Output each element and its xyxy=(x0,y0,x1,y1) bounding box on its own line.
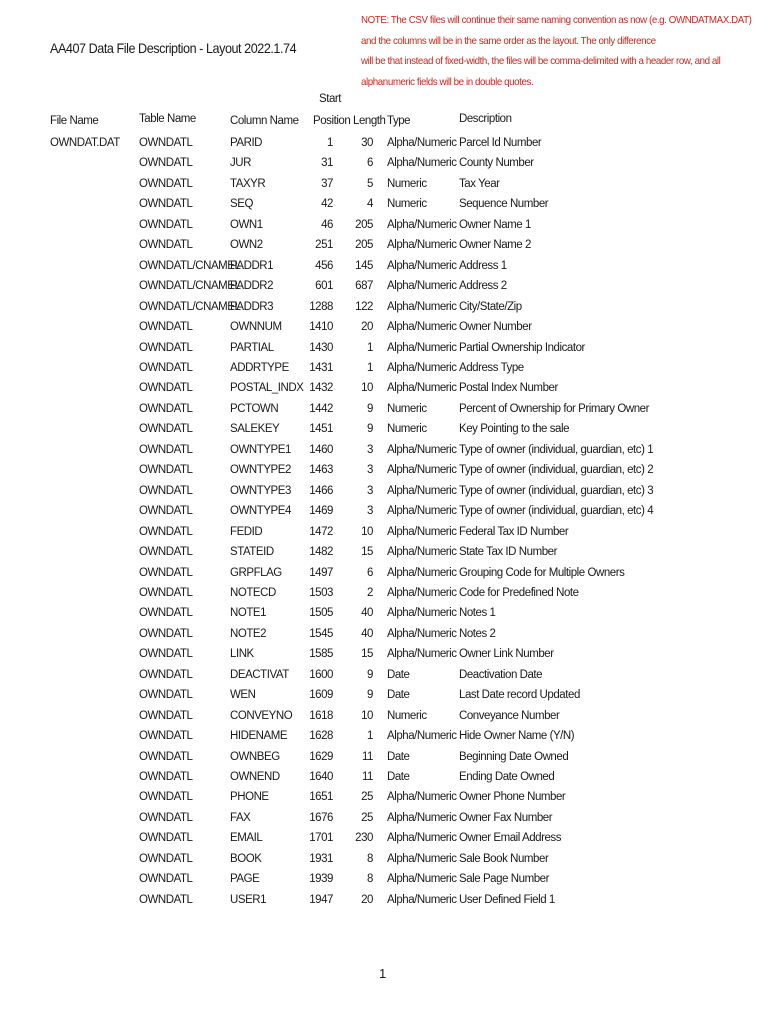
column-name-cell: PARTIAL xyxy=(230,341,274,354)
table-name-cell: OWNDATL xyxy=(139,607,193,620)
type-cell: Alpha/Numeric xyxy=(387,832,457,845)
start-position-cell: 1482 xyxy=(309,546,333,558)
start-position-cell: 1618 xyxy=(309,709,333,722)
length-cell: 3 xyxy=(367,484,373,497)
start-position-cell: 46 xyxy=(321,218,333,231)
start-position-cell: 1451 xyxy=(309,423,333,436)
description-cell: Notes 2 xyxy=(459,627,496,640)
length-cell: 1 xyxy=(367,341,373,354)
description-cell: Owner Link Number xyxy=(459,648,554,661)
type-cell: Alpha/Numeric xyxy=(387,791,457,804)
description-cell: Owner Number xyxy=(459,321,532,333)
description-cell: Postal Index Number xyxy=(459,382,558,395)
column-name-cell: PARID xyxy=(230,137,263,149)
column-name-cell: ADDRTYPE xyxy=(230,361,289,374)
column-name-cell: PAGE xyxy=(230,873,260,886)
type-cell: Alpha/Numeric xyxy=(387,505,457,518)
table-name-cell: OWNDATL xyxy=(139,893,193,906)
description-cell: Conveyance Number xyxy=(459,709,560,722)
start-position-cell: 1466 xyxy=(309,484,333,497)
length-cell: 145 xyxy=(355,259,373,272)
start-position-cell: 1505 xyxy=(309,607,333,620)
table-name-cell: OWNDATL xyxy=(139,198,193,211)
column-name-cell: OWNTYPE4 xyxy=(230,505,291,518)
description-cell: Notes 1 xyxy=(459,607,496,620)
type-cell: Alpha/Numeric xyxy=(387,321,457,333)
length-cell: 9 xyxy=(367,423,373,436)
description-cell: Partial Ownership Indicator xyxy=(459,341,585,354)
header-length: Length xyxy=(353,115,386,127)
description-cell: City/State/Zip xyxy=(459,300,522,313)
csv-note xyxy=(361,10,752,92)
column-name-cell: SEQ xyxy=(230,198,253,211)
table-name-cell: OWNDATL xyxy=(139,525,193,538)
start-position-cell: 1931 xyxy=(309,852,333,865)
description-cell: State Tax ID Number xyxy=(459,546,557,558)
type-cell: Numeric xyxy=(387,402,427,415)
start-position-cell: 1288 xyxy=(309,300,333,313)
start-position-cell: 31 xyxy=(321,157,333,170)
description-cell: Address 1 xyxy=(459,259,507,272)
column-name-cell: LINK xyxy=(230,648,254,661)
header-file-name: File Name xyxy=(50,115,99,127)
start-position-cell: 601 xyxy=(315,280,333,293)
length-cell: 15 xyxy=(361,648,373,661)
type-cell: Alpha/Numeric xyxy=(387,280,457,293)
type-cell: Alpha/Numeric xyxy=(387,443,457,456)
description-cell: Sale Page Number xyxy=(459,873,549,886)
table-name-cell: OWNDATL xyxy=(139,709,193,722)
description-cell: County Number xyxy=(459,157,534,170)
type-cell: Alpha/Numeric xyxy=(387,893,457,906)
start-position-cell: 37 xyxy=(321,177,333,190)
length-cell: 40 xyxy=(361,627,373,640)
start-position-cell: 1628 xyxy=(309,730,333,742)
column-name-cell: OWNTYPE1 xyxy=(230,443,291,456)
start-position-cell: 1947 xyxy=(309,893,333,906)
length-cell: 40 xyxy=(361,607,373,620)
table-name-cell: OWNDATL/CNAMEL xyxy=(139,259,241,272)
description-cell: Owner Phone Number xyxy=(459,791,566,804)
header-type: Type xyxy=(387,115,411,127)
length-cell: 5 xyxy=(367,177,373,190)
length-cell: 205 xyxy=(355,218,373,231)
description-cell: User Defined Field 1 xyxy=(459,893,555,906)
type-cell: Alpha/Numeric xyxy=(387,627,457,640)
column-name-cell: SALEKEY xyxy=(230,423,280,436)
table-name-cell: OWNDATL xyxy=(139,546,193,558)
column-name-cell: TAXYR xyxy=(230,177,266,190)
table-name-cell: OWNDATL xyxy=(139,811,193,824)
start-position-cell: 1 xyxy=(327,137,333,149)
table-name-cell: OWNDATL xyxy=(139,402,193,415)
column-name-cell: PADDR1 xyxy=(230,259,274,272)
start-position-cell: 1629 xyxy=(309,750,333,763)
start-position-cell: 1410 xyxy=(309,321,333,333)
length-cell: 10 xyxy=(361,525,373,538)
start-position-cell: 1640 xyxy=(309,770,333,783)
note-line: will be that instead of fixed-width, the files will be comma-delimited with a header row, and all xyxy=(361,55,721,67)
length-cell: 1 xyxy=(367,730,373,742)
column-name-cell: STATEID xyxy=(230,546,274,558)
table-name-cell: OWNDATL xyxy=(139,341,193,354)
table-name-cell: OWNDATL xyxy=(139,791,193,804)
table-name-cell: OWNDATL/CNAMEL xyxy=(139,280,241,293)
table-name-cell: OWNDATL xyxy=(139,218,193,231)
table-name-cell: OWNDATL/CNAMEL xyxy=(139,300,241,313)
start-position-cell: 1469 xyxy=(309,505,333,518)
length-cell: 4 xyxy=(367,198,373,211)
table-name-cell: OWNDATL xyxy=(139,770,193,783)
column-name-cell: FAX xyxy=(230,811,251,824)
note-line: and the columns will be in the same order as the layout. The only difference xyxy=(361,34,656,47)
type-cell: Alpha/Numeric xyxy=(387,607,457,620)
type-cell: Numeric xyxy=(387,709,427,722)
header-start: Start xyxy=(319,93,342,105)
table-name-cell: OWNDATL xyxy=(139,750,193,763)
type-cell: Alpha/Numeric xyxy=(387,157,457,170)
column-name-cell: NOTECD xyxy=(230,586,276,599)
column-name-cell: OWNBEG xyxy=(230,750,280,763)
table-name-cell: OWNDATL xyxy=(139,505,193,518)
length-cell: 11 xyxy=(361,770,373,783)
description-cell: Owner Name 1 xyxy=(459,218,531,231)
description-cell: Key Pointing to the sale xyxy=(459,423,570,436)
column-name-cell: EMAIL xyxy=(230,832,263,845)
start-position-cell: 1497 xyxy=(309,566,333,579)
table-name-cell: OWNDATL xyxy=(139,484,193,497)
length-cell: 1 xyxy=(367,361,373,374)
type-cell: Alpha/Numeric xyxy=(387,586,457,599)
type-cell: Alpha/Numeric xyxy=(387,239,457,252)
description-cell: Ending Date Owned xyxy=(459,770,555,783)
column-name-cell: OWN1 xyxy=(230,218,263,231)
table-name-cell: OWNDATL xyxy=(139,361,193,374)
description-cell: Code for Predefined Note xyxy=(459,586,579,599)
description-cell: Type of owner (individual, guardian, etc) 4 xyxy=(459,505,654,518)
type-cell: Alpha/Numeric xyxy=(387,137,457,149)
length-cell: 20 xyxy=(361,893,373,906)
table-name-cell: OWNDATL xyxy=(139,464,193,477)
start-position-cell: 1503 xyxy=(309,586,333,599)
length-cell: 10 xyxy=(361,382,373,395)
column-name-cell: OWNTYPE3 xyxy=(230,484,291,497)
length-cell: 9 xyxy=(367,668,373,681)
column-name-cell: JUR xyxy=(230,157,252,170)
type-cell: Alpha/Numeric xyxy=(387,852,457,865)
table-name-cell: OWNDATL xyxy=(139,423,193,436)
start-position-cell: 1442 xyxy=(309,402,333,415)
description-cell: Owner Email Address xyxy=(459,832,562,845)
length-cell: 25 xyxy=(361,811,373,824)
table-name-cell: OWNDATL xyxy=(139,627,193,640)
start-position-cell: 1472 xyxy=(309,525,333,538)
description-cell: Percent of Ownership for Primary Owner xyxy=(459,402,649,415)
type-cell: Date xyxy=(387,689,410,702)
type-cell: Alpha/Numeric xyxy=(387,218,457,231)
description-cell: Deactivation Date xyxy=(459,668,543,681)
type-cell: Alpha/Numeric xyxy=(387,259,457,272)
type-cell: Alpha/Numeric xyxy=(387,546,457,558)
start-position-cell: 1676 xyxy=(309,811,333,824)
column-name-cell: GRPFLAG xyxy=(230,566,282,579)
type-cell: Numeric xyxy=(387,198,427,211)
table-name-cell: OWNDATL xyxy=(139,852,193,865)
start-position-cell: 1463 xyxy=(309,464,333,477)
column-name-cell: DEACTIVAT xyxy=(230,668,289,681)
type-cell: Alpha/Numeric xyxy=(387,873,457,886)
length-cell: 8 xyxy=(367,852,373,865)
note-line: NOTE: The CSV files will continue their same naming convention as now (e.g. OWNDATMAX.DAT) xyxy=(361,14,752,26)
length-cell: 3 xyxy=(367,443,373,456)
column-name-cell: NOTE2 xyxy=(230,627,267,640)
column-name-cell: OWNNUM xyxy=(230,321,282,333)
description-cell: Grouping Code for Multiple Owners xyxy=(459,566,625,579)
column-name-cell: POSTAL_INDX xyxy=(230,382,304,395)
table-name-cell: OWNDATL xyxy=(139,689,193,702)
start-position-cell: 1460 xyxy=(309,443,333,456)
start-position-cell: 1939 xyxy=(309,873,333,886)
column-name-cell: PADDR2 xyxy=(230,280,274,293)
start-position-cell: 1609 xyxy=(309,689,333,702)
type-cell: Alpha/Numeric xyxy=(387,484,457,497)
file-name-cell: OWNDAT.DAT xyxy=(50,137,120,149)
column-name-cell: OWNEND xyxy=(230,770,280,783)
start-position-cell: 1600 xyxy=(309,668,333,681)
type-cell: Alpha/Numeric xyxy=(387,382,457,395)
description-cell: Federal Tax ID Number xyxy=(459,525,569,538)
length-cell: 11 xyxy=(361,750,373,763)
column-name-cell: PADDR3 xyxy=(230,300,274,313)
table-name-cell: OWNDATL xyxy=(139,382,193,395)
length-cell: 3 xyxy=(367,464,373,477)
description-cell: Sale Book Number xyxy=(459,852,549,865)
column-name-cell: OWNTYPE2 xyxy=(230,464,291,477)
length-cell: 2 xyxy=(367,586,373,599)
document-title: AA407 Data File Description - Layout 2022.1.74 xyxy=(50,40,297,56)
length-cell: 3 xyxy=(367,505,373,518)
type-cell: Date xyxy=(387,750,410,763)
start-position-cell: 1430 xyxy=(309,341,333,354)
table-name-cell: OWNDATL xyxy=(139,137,193,149)
length-cell: 687 xyxy=(355,280,373,293)
length-cell: 9 xyxy=(367,689,373,702)
table-name-cell: OWNDATL xyxy=(139,157,193,170)
column-name-cell: HIDENAME xyxy=(230,730,288,742)
column-name-cell: USER1 xyxy=(230,893,267,906)
length-cell: 25 xyxy=(361,791,373,804)
table-name-cell: OWNDATL xyxy=(139,239,193,252)
description-cell: Beginning Date Owned xyxy=(459,750,569,763)
column-name-cell: PHONE xyxy=(230,791,269,804)
description-cell: Last Date record Updated xyxy=(459,689,580,702)
length-cell: 30 xyxy=(361,137,373,149)
start-position-cell: 1432 xyxy=(309,382,333,395)
description-cell: Address Type xyxy=(459,361,524,374)
type-cell: Alpha/Numeric xyxy=(387,811,457,824)
column-name-cell: CONVEYNO xyxy=(230,709,293,722)
length-cell: 122 xyxy=(355,300,373,313)
length-cell: 8 xyxy=(367,873,373,886)
type-cell: Alpha/Numeric xyxy=(387,525,457,538)
column-name-cell: BOOK xyxy=(230,852,262,865)
table-name-cell: OWNDATL xyxy=(139,177,193,190)
start-position-cell: 1431 xyxy=(309,361,333,374)
column-name-cell: WEN xyxy=(230,689,256,702)
table-name-cell: OWNDATL xyxy=(139,832,193,845)
description-cell: Type of owner (individual, guardian, etc) 2 xyxy=(459,464,654,477)
length-cell: 15 xyxy=(361,546,373,558)
column-name-cell: NOTE1 xyxy=(230,607,267,620)
start-position-cell: 1701 xyxy=(309,832,333,845)
column-name-cell: PCTOWN xyxy=(230,402,279,415)
length-cell: 10 xyxy=(361,709,373,722)
start-position-cell: 42 xyxy=(321,198,333,211)
table-name-cell: OWNDATL xyxy=(139,566,193,579)
length-cell: 205 xyxy=(355,239,373,252)
length-cell: 230 xyxy=(355,832,373,845)
type-cell: Alpha/Numeric xyxy=(387,341,457,354)
type-cell: Alpha/Numeric xyxy=(387,464,457,477)
type-cell: Alpha/Numeric xyxy=(387,730,457,742)
type-cell: Alpha/Numeric xyxy=(387,566,457,579)
table-name-cell: OWNDATL xyxy=(139,648,193,661)
start-position-cell: 456 xyxy=(315,259,333,272)
type-cell: Numeric xyxy=(387,423,427,436)
description-cell: Type of owner (individual, guardian, etc) 3 xyxy=(459,484,654,497)
header-position: Position xyxy=(313,115,351,127)
type-cell: Date xyxy=(387,770,410,783)
note-line: alphanumeric fields will be in double quotes. xyxy=(361,75,534,88)
description-cell: Type of owner (individual, guardian, etc) 1 xyxy=(459,443,654,456)
description-cell: Address 2 xyxy=(459,280,507,293)
header-column-name: Column Name xyxy=(230,115,299,127)
length-cell: 9 xyxy=(367,402,373,415)
type-cell: Date xyxy=(387,668,410,681)
description-cell: Hide Owner Name (Y/N) xyxy=(459,730,575,742)
page-number: 1 xyxy=(379,966,387,981)
description-cell: Tax Year xyxy=(459,177,500,190)
type-cell: Alpha/Numeric xyxy=(387,361,457,374)
description-cell: Sequence Number xyxy=(459,198,549,211)
header-table-name: Table Name xyxy=(139,113,196,125)
start-position-cell: 1545 xyxy=(309,627,333,640)
column-name-cell: FEDID xyxy=(230,525,263,538)
description-cell: Parcel Id Number xyxy=(459,137,542,149)
type-cell: Numeric xyxy=(387,177,427,190)
table-name-cell: OWNDATL xyxy=(139,586,193,599)
type-cell: Alpha/Numeric xyxy=(387,300,457,313)
table-name-cell: OWNDATL xyxy=(139,443,193,456)
description-cell: Owner Name 2 xyxy=(459,239,531,252)
column-name-cell: OWN2 xyxy=(230,239,263,252)
description-cell: Owner Fax Number xyxy=(459,811,553,824)
table-name-cell: OWNDATL xyxy=(139,321,193,333)
start-position-cell: 251 xyxy=(315,239,333,252)
length-cell: 6 xyxy=(367,157,373,170)
table-name-cell: OWNDATL xyxy=(139,668,193,681)
header-description: Description xyxy=(459,113,512,125)
length-cell: 20 xyxy=(361,321,373,333)
table-name-cell: OWNDATL xyxy=(139,873,193,886)
length-cell: 6 xyxy=(367,566,373,579)
start-position-cell: 1651 xyxy=(309,791,333,804)
start-position-cell: 1585 xyxy=(309,648,333,661)
type-cell: Alpha/Numeric xyxy=(387,648,457,661)
table-name-cell: OWNDATL xyxy=(139,730,193,742)
